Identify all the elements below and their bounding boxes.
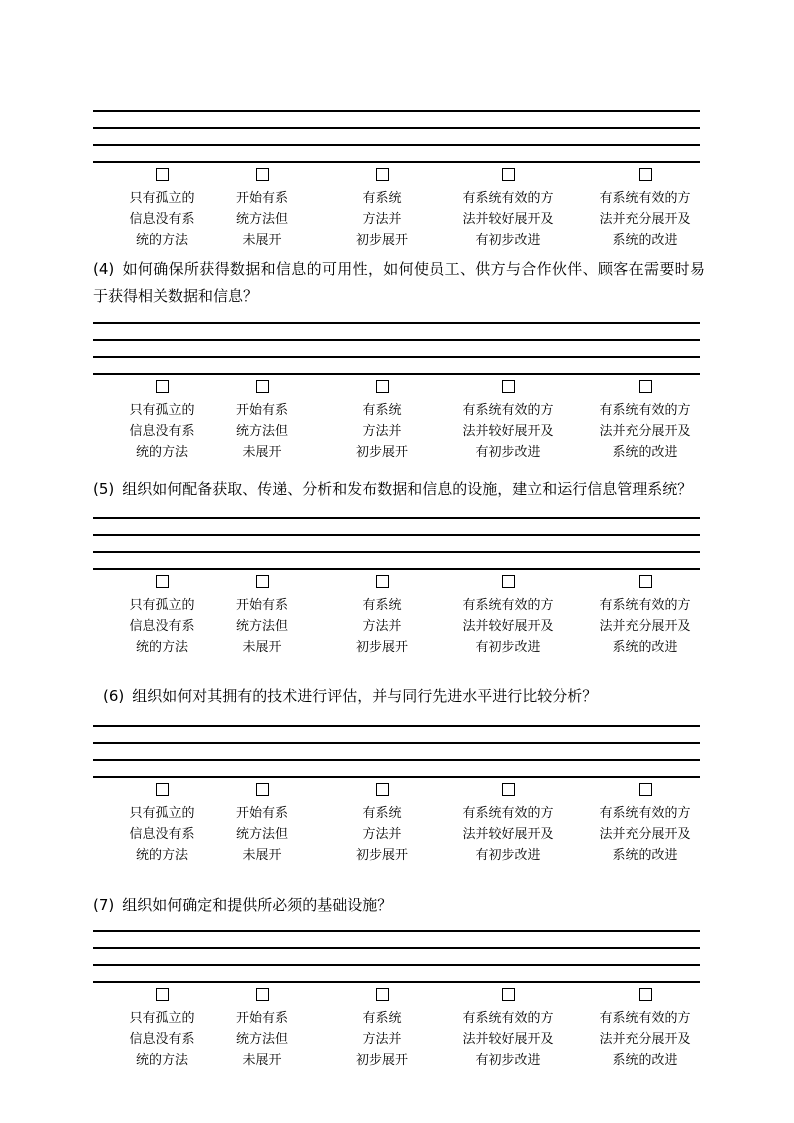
rating-option-2 <box>207 168 317 251</box>
option-label-line: 有初步改进 <box>475 445 541 460</box>
option-label-line: 未展开 <box>242 1053 282 1068</box>
rating-option-5 <box>570 168 720 251</box>
option-label-line: 开始有系 <box>235 191 288 206</box>
option-label-line: 有系统有效的方 <box>462 806 554 821</box>
option-label-line: 未展开 <box>242 848 282 863</box>
option-label-line: 有初步改进 <box>475 848 541 863</box>
option-label-line: 只有孤立的 <box>129 598 195 613</box>
question-text <box>93 892 705 919</box>
rating-block <box>93 110 700 260</box>
question-number: (7) <box>93 896 115 914</box>
checkbox-icon[interactable] <box>376 988 389 1001</box>
answer-line <box>93 534 700 536</box>
question-text <box>93 256 705 310</box>
question-body: 组织如何对其拥有的技术进行评估，并与同行先进水平进行比较分析？ <box>132 687 598 705</box>
option-label-line: 开始有系 <box>235 403 288 418</box>
answer-lines <box>93 725 700 778</box>
option-label-line: 统方法但 <box>235 212 288 227</box>
rating-option-4 <box>433 380 583 463</box>
rating-options-row <box>93 783 700 875</box>
option-label-line: 有系统有效的方 <box>599 191 691 206</box>
rating-option-1 <box>107 988 217 1071</box>
option-label-line: 初步展开 <box>355 848 408 863</box>
answer-line <box>93 373 700 375</box>
answer-line <box>93 110 700 112</box>
answer-line <box>93 725 700 727</box>
option-label-line: 未展开 <box>242 445 282 460</box>
answer-lines <box>93 322 700 375</box>
checkbox-icon[interactable] <box>156 988 169 1001</box>
answer-line <box>93 759 700 761</box>
answer-line <box>93 356 700 358</box>
option-label-line: 系统的改进 <box>612 848 678 863</box>
option-label-line: 法并充分展开及 <box>599 619 691 634</box>
rating-block <box>93 517 700 667</box>
answer-lines <box>93 517 700 570</box>
option-label-line: 开始有系 <box>235 806 288 821</box>
rating-option-4 <box>433 575 583 658</box>
checkbox-icon[interactable] <box>639 575 652 588</box>
option-label-line: 法并较好展开及 <box>462 1032 554 1047</box>
checkbox-icon[interactable] <box>156 380 169 393</box>
checkbox-icon[interactable] <box>639 380 652 393</box>
rating-option-1 <box>107 380 217 463</box>
checkbox-icon[interactable] <box>156 575 169 588</box>
option-label-line: 信息没有系 <box>129 212 195 227</box>
option-label-line: 有初步改进 <box>475 640 541 655</box>
option-label-line: 有系统有效的方 <box>462 598 554 613</box>
rating-option-2 <box>207 988 317 1071</box>
option-label-line: 有系统有效的方 <box>599 403 691 418</box>
rating-option-4 <box>433 168 583 251</box>
question-body: 组织如何确定和提供所必须的基础设施？ <box>122 896 393 914</box>
option-label-line: 有系统有效的方 <box>599 806 691 821</box>
question-number: (4) <box>93 260 115 278</box>
rating-option-2 <box>207 380 317 463</box>
checkbox-icon[interactable] <box>502 575 515 588</box>
answer-line <box>93 964 700 966</box>
option-label-line: 方法并 <box>362 619 402 634</box>
checkbox-icon[interactable] <box>256 575 269 588</box>
option-label-line: 法并较好展开及 <box>462 212 554 227</box>
rating-option-2 <box>207 575 317 658</box>
option-label-line: 有初步改进 <box>475 1053 541 1068</box>
question-body: 如何确保所获得数据和信息的可用性，如何使员工、供方与合作伙伴、顾客在需要时易于获得相关数据和信息？ <box>93 260 705 305</box>
checkbox-icon[interactable] <box>256 380 269 393</box>
checkbox-icon[interactable] <box>156 168 169 181</box>
checkbox-icon[interactable] <box>502 783 515 796</box>
option-label-line: 方法并 <box>362 424 402 439</box>
option-label-line: 法并充分展开及 <box>599 827 691 842</box>
option-label-line: 有系统 <box>362 191 402 206</box>
checkbox-icon[interactable] <box>376 380 389 393</box>
answer-line <box>93 144 700 146</box>
answer-line <box>93 947 700 949</box>
checkbox-icon[interactable] <box>376 783 389 796</box>
option-label-line: 统的方法 <box>135 848 188 863</box>
question-number: (6) <box>103 687 125 705</box>
checkbox-icon[interactable] <box>502 168 515 181</box>
option-label-line: 统的方法 <box>135 233 188 248</box>
rating-option-1 <box>107 575 217 658</box>
checkbox-icon[interactable] <box>639 168 652 181</box>
checkbox-icon[interactable] <box>639 988 652 1001</box>
rating-option-1 <box>107 783 217 866</box>
answer-line <box>93 568 700 570</box>
checkbox-icon[interactable] <box>156 783 169 796</box>
checkbox-icon[interactable] <box>502 988 515 1001</box>
rating-option-3 <box>327 168 437 251</box>
option-label-line: 法并充分展开及 <box>599 212 691 227</box>
rating-option-4 <box>433 988 583 1071</box>
option-label-line: 开始有系 <box>235 598 288 613</box>
rating-option-3 <box>327 783 437 866</box>
option-label-line: 有系统 <box>362 1011 402 1026</box>
option-label-line: 系统的改进 <box>612 445 678 460</box>
option-label-line: 只有孤立的 <box>129 806 195 821</box>
answer-line <box>93 339 700 341</box>
option-label-line: 有系统 <box>362 806 402 821</box>
answer-line <box>93 161 700 163</box>
option-label-line: 方法并 <box>362 1032 402 1047</box>
rating-block <box>93 725 700 875</box>
option-label-line: 有系统有效的方 <box>462 191 554 206</box>
option-label-line: 初步展开 <box>355 640 408 655</box>
option-label-line: 开始有系 <box>235 1011 288 1026</box>
option-label-line: 统方法但 <box>235 619 288 634</box>
option-label-line: 未展开 <box>242 233 282 248</box>
rating-option-5 <box>570 988 720 1071</box>
rating-options-row <box>93 988 700 1080</box>
option-label-line: 统的方法 <box>135 445 188 460</box>
answer-line <box>93 322 700 324</box>
option-label-line: 有系统 <box>362 403 402 418</box>
rating-options-row <box>93 575 700 667</box>
answer-lines <box>93 930 700 983</box>
option-label-line: 只有孤立的 <box>129 191 195 206</box>
rating-option-2 <box>207 783 317 866</box>
option-label-line: 信息没有系 <box>129 827 195 842</box>
option-label-line: 有系统有效的方 <box>599 1011 691 1026</box>
option-label-line: 法并较好展开及 <box>462 827 554 842</box>
rating-options-row <box>93 380 700 472</box>
option-label-line: 法并较好展开及 <box>462 619 554 634</box>
option-label-line: 统的方法 <box>135 1053 188 1068</box>
rating-option-3 <box>327 380 437 463</box>
option-label-line: 统方法但 <box>235 827 288 842</box>
option-label-line: 有系统有效的方 <box>462 1011 554 1026</box>
checkbox-icon[interactable] <box>376 168 389 181</box>
checkbox-icon[interactable] <box>256 783 269 796</box>
rating-option-3 <box>327 575 437 658</box>
checkbox-icon[interactable] <box>376 575 389 588</box>
answer-line <box>93 127 700 129</box>
rating-option-1 <box>107 168 217 251</box>
rating-option-5 <box>570 380 720 463</box>
option-label-line: 系统的改进 <box>612 233 678 248</box>
option-label-line: 有初步改进 <box>475 233 541 248</box>
rating-options-row <box>93 168 700 260</box>
checkbox-icon[interactable] <box>256 988 269 1001</box>
option-label-line: 方法并 <box>362 827 402 842</box>
checkbox-icon[interactable] <box>639 783 652 796</box>
option-label-line: 法并充分展开及 <box>599 1032 691 1047</box>
option-label-line: 只有孤立的 <box>129 403 195 418</box>
option-label-line: 信息没有系 <box>129 424 195 439</box>
option-label-line: 有系统有效的方 <box>462 403 554 418</box>
rating-option-5 <box>570 783 720 866</box>
option-label-line: 系统的改进 <box>612 640 678 655</box>
question-text <box>93 476 705 503</box>
rating-block <box>93 930 700 1080</box>
answer-line <box>93 981 700 983</box>
rating-block <box>93 322 700 472</box>
answer-line <box>93 517 700 519</box>
option-label-line: 只有孤立的 <box>129 1011 195 1026</box>
option-label-line: 未展开 <box>242 640 282 655</box>
option-label-line: 系统的改进 <box>612 1053 678 1068</box>
checkbox-icon[interactable] <box>256 168 269 181</box>
option-label-line: 初步展开 <box>355 445 408 460</box>
option-label-line: 法并较好展开及 <box>462 424 554 439</box>
answer-line <box>93 930 700 932</box>
answer-line <box>93 742 700 744</box>
rating-option-4 <box>433 783 583 866</box>
question-number: (5) <box>93 480 115 498</box>
option-label-line: 方法并 <box>362 212 402 227</box>
answer-line <box>93 551 700 553</box>
option-label-line: 法并充分展开及 <box>599 424 691 439</box>
question-body: 组织如何配备获取、传递、分析和发布数据和信息的设施，建立和运行信息管理系统？ <box>122 480 693 498</box>
question-text <box>103 683 705 710</box>
answer-line <box>93 776 700 778</box>
option-label-line: 初步展开 <box>355 233 408 248</box>
option-label-line: 初步展开 <box>355 1053 408 1068</box>
option-label-line: 有系统有效的方 <box>599 598 691 613</box>
option-label-line: 信息没有系 <box>129 619 195 634</box>
rating-option-3 <box>327 988 437 1071</box>
checkbox-icon[interactable] <box>502 380 515 393</box>
option-label-line: 统的方法 <box>135 640 188 655</box>
option-label-line: 统方法但 <box>235 1032 288 1047</box>
rating-option-5 <box>570 575 720 658</box>
answer-lines <box>93 110 700 163</box>
option-label-line: 有系统 <box>362 598 402 613</box>
option-label-line: 统方法但 <box>235 424 288 439</box>
option-label-line: 信息没有系 <box>129 1032 195 1047</box>
